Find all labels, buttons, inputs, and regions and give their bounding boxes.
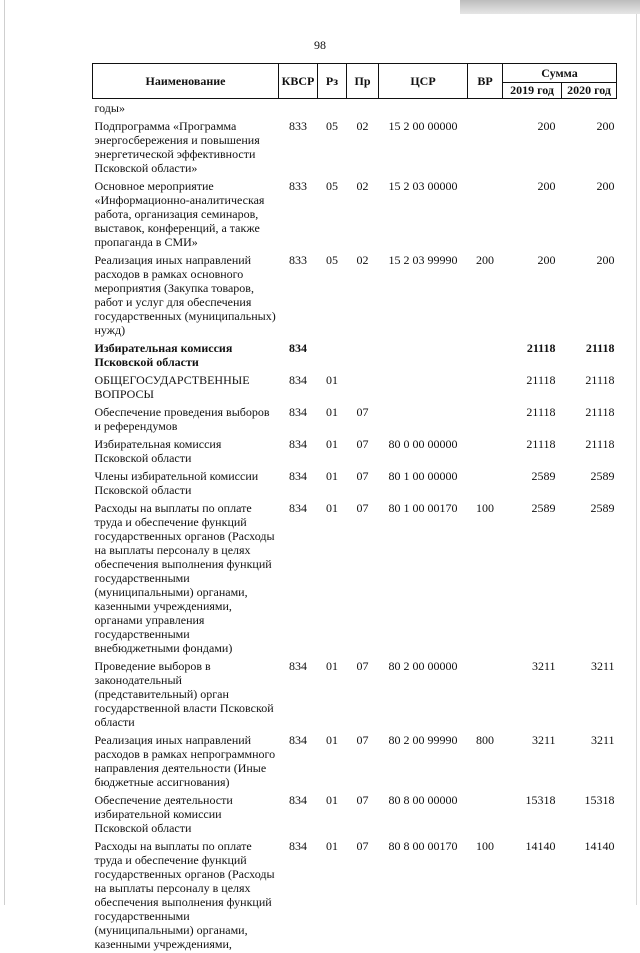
- row-amount-2019: 15318: [525, 793, 556, 807]
- row-vr: 800: [476, 733, 494, 747]
- row-amount-2020: 2589: [590, 469, 615, 483]
- row-csr: 80 1 00 00170: [388, 501, 458, 515]
- row-pr: 07: [356, 733, 369, 747]
- row-name: Проведение выборов в законодательный (представительный) орган государственной власти Псковской области: [94, 659, 274, 729]
- row-csr: 15 2 00 00000: [388, 119, 458, 133]
- table-row: [93, 117, 617, 177]
- row-amount-2019: [503, 99, 562, 118]
- row-pr: 07: [356, 659, 369, 673]
- row-rz: 01: [326, 659, 338, 673]
- row-pr: [347, 99, 379, 118]
- row-amount-2020: 15318: [584, 793, 615, 807]
- row-csr: 80 8 00 00000: [388, 793, 458, 807]
- row-amount-2020: 21118: [585, 373, 615, 387]
- row-name: годы»: [94, 101, 125, 115]
- row-rz: [318, 99, 347, 118]
- row-amount-2020: 14140: [584, 839, 615, 853]
- row-vr: [468, 467, 503, 499]
- row-csr: 80 2 00 00000: [388, 659, 458, 673]
- row-pr: 07: [356, 793, 369, 807]
- row-rz: 05: [326, 253, 338, 267]
- row-kvsr: 834: [289, 405, 307, 419]
- row-name: Основное мероприятие «Информационно-аналитическая работа, организация семинаров, выставок, конференций, а также пропаганда в СМИ»: [94, 179, 265, 249]
- row-vr: 100: [476, 501, 494, 515]
- row-amount-2020: 200: [596, 253, 615, 267]
- table-row: [93, 657, 617, 731]
- row-vr: [468, 117, 503, 177]
- row-name: Расходы на выплаты по оплате труда и обеспечение функций государственных органов (Расходы на выплаты персоналу в целях обеспечения выполнения функций государственными (муниципальными) органами, казенными учреждениями,: [94, 839, 275, 951]
- row-csr: [379, 339, 468, 371]
- table-row: [93, 791, 617, 837]
- row-vr: [468, 657, 503, 731]
- row-rz: 01: [326, 405, 338, 419]
- row-kvsr: 834: [289, 839, 307, 853]
- row-amount-2019: 21118: [526, 405, 556, 419]
- row-pr: 07: [356, 839, 369, 853]
- row-csr: 80 0 00 00000: [388, 437, 458, 451]
- row-kvsr: 834: [289, 659, 307, 673]
- row-vr: [468, 339, 503, 371]
- header-kvsr: КВСР: [279, 64, 318, 99]
- header-year-2019: 2019 год: [503, 83, 562, 99]
- row-rz: 01: [326, 793, 338, 807]
- row-name: Избирательная комиссия Псковской области: [94, 341, 233, 369]
- row-kvsr: [279, 99, 318, 118]
- row-csr: 15 2 03 00000: [388, 179, 458, 193]
- row-amount-2020: 2589: [590, 501, 615, 515]
- table-row: [93, 837, 617, 953]
- page-number: 98: [314, 38, 326, 52]
- row-amount-2020: 3211: [590, 733, 615, 747]
- row-vr: [468, 99, 503, 118]
- row-name: Избирательная комиссия Псковской области: [94, 437, 222, 465]
- row-name: ОБЩЕГОСУДАРСТВЕННЫЕ ВОПРОСЫ: [94, 373, 250, 401]
- row-pr: 02: [356, 253, 369, 267]
- row-name: Расходы на выплаты по оплате труда и обеспечение функций государственных органов (Расходы на выплаты персоналу в целях обеспечения выполнения функций государственными (муниципальными) органами, казенными учреждениями, органами управления государственными внебюджетными фондами): [94, 501, 275, 655]
- row-rz: 05: [326, 119, 338, 133]
- table-row: [93, 731, 617, 791]
- row-rz: 01: [326, 733, 338, 747]
- table-row: [93, 99, 617, 118]
- row-pr: 07: [356, 501, 369, 515]
- table-row: [93, 499, 617, 657]
- table-row: [93, 251, 617, 339]
- row-vr: 100: [476, 839, 494, 853]
- row-name: Обеспечение проведения выборов и референдумов: [94, 405, 270, 433]
- row-vr: [468, 791, 503, 837]
- row-rz: 01: [326, 839, 338, 853]
- row-rz: 01: [326, 501, 338, 515]
- header-rz: Рз: [318, 64, 347, 99]
- table-row: [93, 371, 617, 403]
- row-kvsr: 833: [289, 119, 307, 133]
- row-kvsr: 834: [289, 469, 307, 483]
- row-csr: [379, 403, 468, 435]
- row-amount-2019: 200: [537, 179, 556, 193]
- header-vr: ВР: [468, 64, 503, 99]
- row-amount-2020: 21118: [585, 437, 615, 451]
- row-csr: 15 2 03 99990: [388, 253, 458, 267]
- row-rz: 05: [326, 179, 338, 193]
- row-amount-2019: 200: [537, 119, 556, 133]
- row-vr: [468, 435, 503, 467]
- table-row: [93, 467, 617, 499]
- row-pr: [347, 371, 379, 403]
- row-name: Члены избирательной комиссии Псковской области: [94, 469, 259, 497]
- row-rz: [318, 339, 347, 371]
- row-kvsr: 834: [289, 793, 307, 807]
- row-rz: 01: [326, 373, 338, 387]
- row-amount-2020: 200: [596, 119, 615, 133]
- header-sum: Сумма: [503, 64, 617, 83]
- row-name: Обеспечение деятельности избирательной комиссии Псковской области: [94, 793, 233, 835]
- row-csr: [379, 99, 468, 118]
- row-amount-2019: 2589: [531, 469, 556, 483]
- row-kvsr: 834: [289, 733, 307, 747]
- row-pr: 02: [356, 119, 369, 133]
- row-rz: 01: [326, 469, 338, 483]
- scan-right-edge: [636, 0, 637, 905]
- row-vr: [468, 403, 503, 435]
- row-kvsr: 834: [289, 437, 307, 451]
- row-amount-2020: 3211: [590, 659, 615, 673]
- scan-corner-shadow: [460, 0, 640, 14]
- row-pr: 07: [356, 437, 369, 451]
- row-amount-2019: 3211: [531, 733, 556, 747]
- row-amount-2020: [562, 99, 617, 118]
- row-name: Подпрограмма «Программа энергосбережения и повышения энергетической эффективности Псковской области»: [94, 119, 260, 175]
- row-name: Реализация иных направлений расходов в рамках основного мероприятия (Закупка товаров, работ и услуг для обеспечения государственных (муниципальных) нужд): [94, 253, 276, 337]
- row-amount-2020: 21118: [585, 405, 615, 419]
- row-amount-2019: 21118: [526, 373, 556, 387]
- row-pr: 07: [356, 469, 369, 483]
- row-amount-2019: 3211: [531, 659, 556, 673]
- row-vr: [468, 177, 503, 251]
- row-amount-2020: 200: [596, 179, 615, 193]
- row-csr: 80 8 00 00170: [388, 839, 458, 853]
- row-pr: 02: [356, 179, 369, 193]
- table-row: [93, 177, 617, 251]
- header-pr: Пр: [347, 64, 379, 99]
- header-year-2020: 2020 год: [562, 83, 617, 99]
- row-pr: [347, 339, 379, 371]
- row-name: Реализация иных направлений расходов в рамках непрограммного направления деятельности (Иные бюджетные ассигнования): [94, 733, 276, 789]
- scan-left-edge: [4, 0, 5, 905]
- row-kvsr: 834: [289, 341, 307, 355]
- table-row: [93, 339, 617, 371]
- header-csr: ЦСР: [379, 64, 468, 99]
- row-amount-2019: 2589: [531, 501, 556, 515]
- row-vr: [468, 371, 503, 403]
- table-row: [93, 435, 617, 467]
- row-amount-2019: 200: [537, 253, 556, 267]
- header-name: Наименование: [93, 64, 279, 99]
- row-csr: [379, 371, 468, 403]
- row-amount-2020: 21118: [585, 341, 615, 355]
- row-amount-2019: 21118: [526, 437, 556, 451]
- row-kvsr: 833: [289, 179, 307, 193]
- row-csr: 80 1 00 00000: [388, 469, 458, 483]
- table-row: [93, 403, 617, 435]
- row-pr: 07: [356, 405, 369, 419]
- row-amount-2019: 21118: [526, 341, 556, 355]
- row-kvsr: 834: [289, 501, 307, 515]
- budget-table: [92, 63, 617, 953]
- row-kvsr: 833: [289, 253, 307, 267]
- row-kvsr: 834: [289, 373, 307, 387]
- row-amount-2019: 14140: [525, 839, 556, 853]
- row-vr: 200: [476, 253, 494, 267]
- row-rz: 01: [326, 437, 338, 451]
- row-csr: 80 2 00 99990: [388, 733, 458, 747]
